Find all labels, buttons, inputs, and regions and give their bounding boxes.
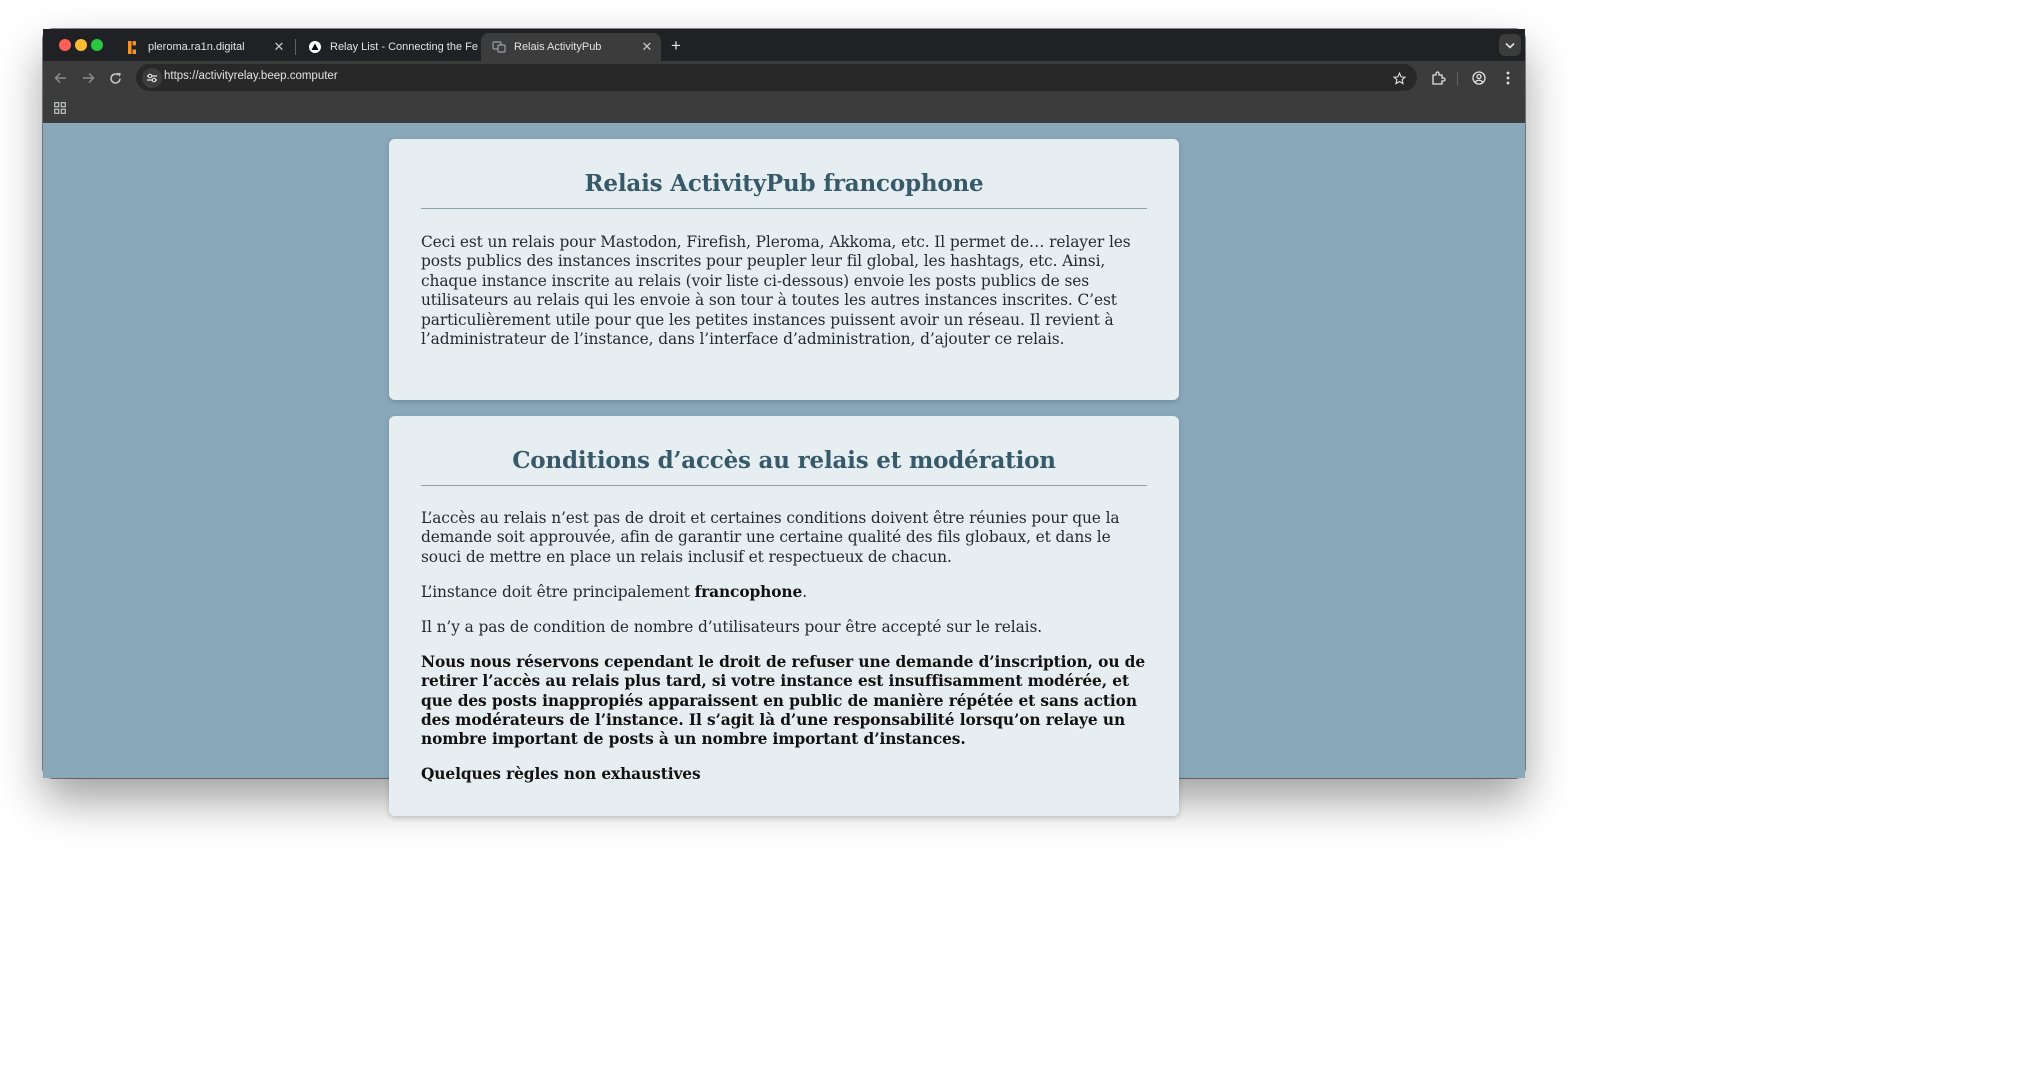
language-rule-suffix: . [802,582,807,601]
conditions-title: Conditions d’accès au relais et modération [421,416,1147,486]
tab-relay-list[interactable] [297,33,478,61]
tab-relais-activitypub[interactable] [481,33,661,61]
language-rule [421,583,1147,602]
page-viewport [43,123,1525,784]
extensions-icon[interactable] [1429,69,1447,87]
language-rule-bold: francophone [694,582,803,601]
moderation-warning: Nous nous réservons cependant le droit de refuser une demande d’inscription, ou de retirer l’accès au relais plus tard, si votre instance est insuffisamment modérée, et que des posts inappropiés apparaissent en public de manière répétée et sans action des modérateurs de l’instance. Il s’agit là d’une responsabilité lorsqu’on relaye un nombre important de posts à un nombre important d’instances. [421,652,1146,749]
bookmark-star-icon[interactable] [1390,69,1408,87]
site-info-icon[interactable] [142,68,162,88]
menu-icon[interactable] [1499,69,1517,87]
relay-icon [491,39,507,55]
users-rule: Il n’y a pas de condition de nombre d’utilisateurs pour être accepté sur le relais. [421,617,1043,636]
pleroma-icon [125,39,141,55]
tab-pleroma[interactable] [115,33,293,61]
tab-title: pleroma.ra1n.digital [148,41,245,53]
browser-window [43,29,1525,784]
chevron-down-icon [1505,42,1515,49]
new-tab-button[interactable]: + [671,36,681,55]
close-tab-icon[interactable]: ✕ [641,39,653,54]
forward-button[interactable] [79,69,97,87]
triangle-icon [307,39,323,55]
intro-title: Relais ActivityPub francophone [421,139,1147,209]
conditions-intro: L’accès au relais n’est pas de droit et certaines conditions doivent être réunies pour que la demande soit approuvée, afin de garantir une certaine qualité des fils globaux, et dans le souci de mettre en place un relais inclusif et respectueux de chacun. [421,509,1120,566]
intro-text: Ceci est un relais pour Mastodon, Firefish, Pleroma, Akkoma, etc. Il permet de… relayer les posts publics des instances inscrites pour peupler leur fil global, les hashtags, etc. Ainsi, chaque instance inscrite au relais (voir liste ci-dessous) envoie les posts publics de ses utilisateurs au relais qui les envoie à son tour à toutes les autres instances inscrites. C’est particulièrement utile pour que les petites instances puissent avoir un réseau. Il revient à l’administrateur de l’instance, dans l’interface d’administration, d’ajouter ce relais. [421,233,1131,349]
minimize-window-button[interactable] [75,39,87,51]
tab-title: Relais ActivityPub [514,41,602,53]
back-button[interactable] [51,69,69,87]
intro-card [389,139,1179,400]
tab-search-button[interactable] [1499,34,1521,56]
close-window-button[interactable] [59,39,71,51]
reload-button[interactable] [106,69,124,87]
toolbar-separator [1457,72,1458,86]
toolbar [43,61,1525,94]
maximize-window-button[interactable] [91,39,103,51]
bookmarks-bar [43,94,1525,123]
conditions-card [389,416,1179,816]
close-tab-icon[interactable]: ✕ [273,39,285,54]
language-rule-prefix: L’instance doit être principalement [421,582,695,601]
rules-heading: Quelques règles non exhaustives [421,765,701,784]
tab-strip [43,29,1525,61]
url-text[interactable]: https://activityrelay.beep.computer [164,70,338,82]
tab-title: Relay List - Connecting the Fe [330,41,478,53]
tab-separator [295,39,296,55]
arrow-left-icon [54,72,67,84]
apps-grid-icon[interactable] [52,100,68,116]
arrow-right-icon [82,72,95,84]
address-bar[interactable] [136,64,1417,91]
profile-icon[interactable] [1470,69,1488,87]
reload-icon [109,72,122,85]
